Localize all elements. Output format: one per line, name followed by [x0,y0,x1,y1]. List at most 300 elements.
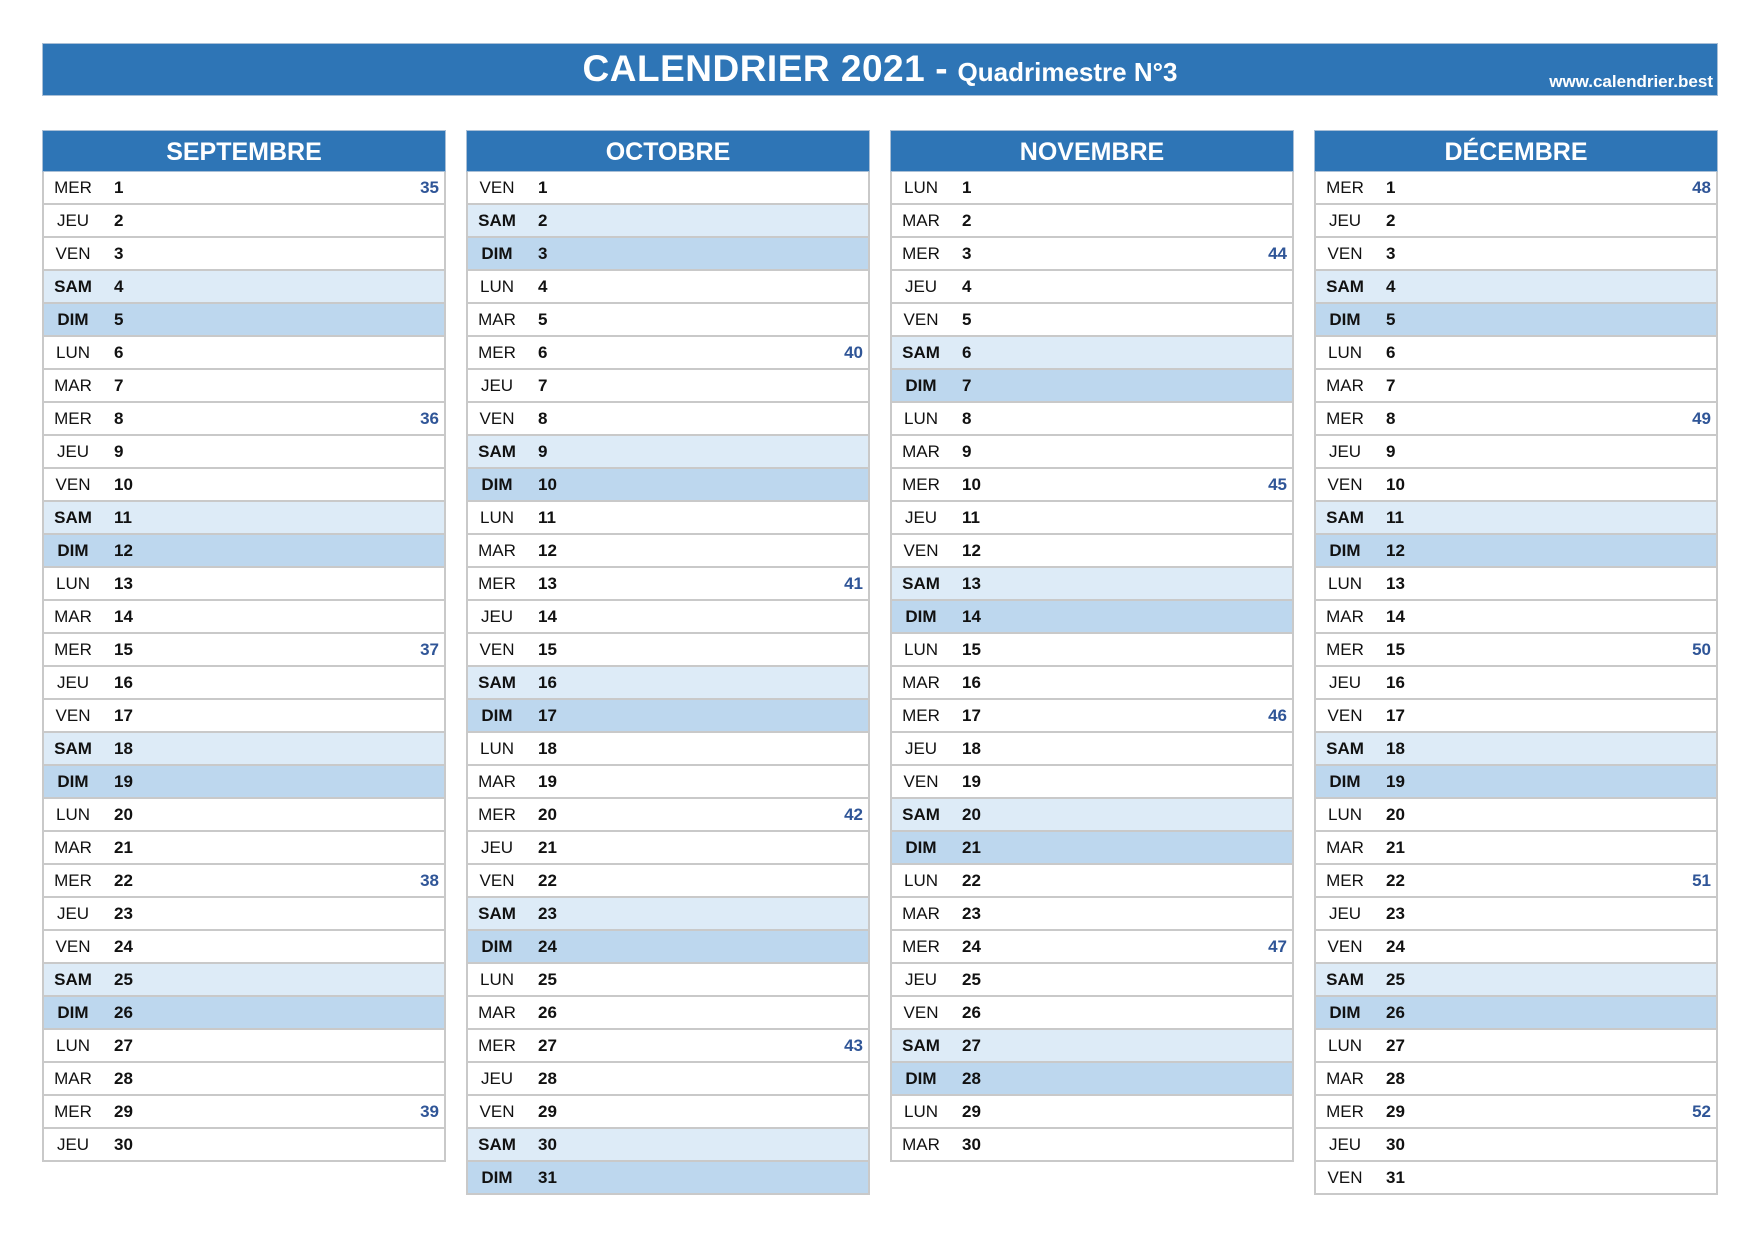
day-row [44,205,444,238]
weekday-label: MER [1326,178,1364,197]
day-row [892,271,1292,304]
day-row [44,436,444,469]
day-number: 26 [962,1003,981,1022]
month-column-december [1314,130,1718,1195]
weekday-label: MER [54,640,92,659]
day-row [468,832,868,865]
weekday-label: VEN [1327,706,1363,725]
day-number: 1 [114,178,124,197]
day-row [1316,535,1716,568]
day-number: 11 [538,508,556,527]
day-row [44,370,444,403]
month-header: DÉCEMBRE [1314,130,1718,172]
day-number: 1 [1386,178,1396,197]
weekday-label: MER [54,1102,92,1121]
weekday-label: SAM [478,673,516,692]
day-row [468,1162,868,1195]
week-number: 47 [1268,937,1287,956]
weekday-label: DIM [481,244,513,263]
day-number: 6 [114,343,124,362]
weekday-label: DIM [481,475,513,494]
day-row [892,733,1292,766]
day-number: 26 [1386,1003,1405,1022]
day-number: 11 [962,508,980,527]
weekday-label: LUN [55,574,90,593]
day-number: 16 [962,673,981,692]
day-row [1316,733,1716,766]
day-row [44,766,444,799]
day-row [1316,238,1716,271]
weekday-label: MER [902,937,940,956]
day-row [44,1096,444,1129]
day-number: 3 [1386,244,1396,263]
day-row [1316,436,1716,469]
day-number: 5 [114,310,124,329]
day-number: 31 [1386,1168,1405,1187]
day-number: 15 [962,640,981,659]
weekday-label: SAM [54,739,92,758]
day-row [468,700,868,733]
day-number: 12 [962,541,981,560]
day-row [1316,634,1716,667]
day-number: 28 [114,1069,133,1088]
week-number: 48 [1692,178,1711,197]
weekday-label: MER [478,343,516,362]
day-row [468,766,868,799]
day-row [44,799,444,832]
weekday-label: MER [54,178,92,197]
day-number: 9 [114,442,124,461]
weekday-label: MAR [478,541,516,560]
weekday-label: MER [902,706,940,725]
week-number: 51 [1692,871,1711,890]
weekday-label: DIM [57,1003,89,1022]
day-row [892,667,1292,700]
weekday-label: LUN [903,1102,938,1121]
day-number: 30 [962,1135,981,1154]
day-number: 28 [538,1069,557,1088]
day-row [468,964,868,997]
day-number: 5 [538,310,548,329]
week-number: 52 [1692,1102,1711,1121]
weekday-label: MAR [54,1069,92,1088]
weekday-label: JEU [1328,904,1362,923]
weekday-label: DIM [57,310,89,329]
weekday-label: LUN [1327,574,1362,593]
day-row [44,964,444,997]
day-number: 29 [1386,1102,1405,1121]
weekday-label: DIM [1329,310,1361,329]
day-number: 11 [1386,508,1404,527]
day-row [1316,205,1716,238]
day-row [1316,799,1716,832]
day-number: 29 [538,1102,557,1121]
weekday-label: MAR [1326,1069,1364,1088]
weekday-label: LUN [479,508,514,527]
day-number: 9 [538,442,548,461]
title-main: CALENDRIER 2021 [582,48,926,89]
day-number: 19 [1386,772,1405,791]
day-row [468,502,868,535]
week-number: 42 [844,805,863,824]
weekday-label: SAM [1326,970,1364,989]
weekday-label: MER [54,871,92,890]
week-number: 44 [1268,244,1287,263]
day-row [1316,865,1716,898]
day-number: 2 [114,211,124,230]
day-number: 27 [962,1036,981,1055]
day-row [468,337,868,370]
title-separator: - [935,48,948,89]
weekday-label: MAR [1326,607,1364,626]
weekday-label: SAM [1326,739,1364,758]
day-row [1316,700,1716,733]
day-number: 20 [1386,805,1405,824]
weekday-label: MAR [54,838,92,857]
day-row [468,469,868,502]
weekday-label: DIM [1329,772,1361,791]
weekday-label: JEU [56,442,90,461]
weekday-label: LUN [55,1036,90,1055]
day-number: 8 [538,409,548,428]
weekday-label: VEN [55,244,91,263]
day-row [1316,1096,1716,1129]
weekday-label: MAR [902,1135,940,1154]
day-row [892,700,1292,733]
weekday-label: VEN [479,640,515,659]
day-number: 24 [114,937,133,956]
weekday-label: MER [1326,640,1364,659]
day-number: 12 [1386,541,1405,560]
day-row [468,1030,868,1063]
day-row [468,667,868,700]
day-number: 9 [962,442,972,461]
day-number: 12 [114,541,133,560]
day-number: 10 [538,475,557,494]
weekday-label: MAR [902,442,940,461]
weekday-label: LUN [479,277,514,296]
weekday-label: MER [902,244,940,263]
weekday-label: JEU [904,739,938,758]
day-row [1316,1129,1716,1162]
weekday-label: MAR [902,211,940,230]
weekday-label: VEN [1327,475,1363,494]
day-number: 2 [962,211,972,230]
day-row [1316,337,1716,370]
day-number: 5 [962,310,972,329]
day-row [1316,667,1716,700]
day-row [892,337,1292,370]
weekday-label: JEU [480,376,514,395]
weekday-label: DIM [481,1168,513,1187]
day-number: 21 [962,838,981,857]
weekday-label: LUN [903,178,938,197]
day-number: 28 [1386,1069,1405,1088]
weekday-label: LUN [1327,805,1362,824]
day-row [44,172,444,205]
week-number: 45 [1268,475,1287,494]
weekday-label: VEN [479,871,515,890]
day-number: 23 [114,904,133,923]
day-number: 18 [538,739,557,758]
weekday-label: MER [902,475,940,494]
day-number: 23 [538,904,557,923]
day-number: 29 [962,1102,981,1121]
weekday-label: LUN [903,409,938,428]
day-row [468,1063,868,1096]
day-number: 25 [1386,970,1405,989]
day-row [892,601,1292,634]
weekday-label: JEU [56,904,90,923]
day-number: 14 [114,607,133,626]
day-row [892,469,1292,502]
day-row [1316,997,1716,1030]
day-row [892,1129,1292,1162]
weekday-label: JEU [480,1069,514,1088]
day-number: 21 [538,838,557,857]
day-row [44,733,444,766]
day-number: 9 [1386,442,1396,461]
weekday-label: DIM [57,541,89,560]
weekday-label: SAM [1326,508,1364,527]
day-number: 4 [114,277,124,296]
weekday-label: VEN [479,1102,515,1121]
weekday-label: LUN [1327,1036,1362,1055]
day-row [892,172,1292,205]
weekday-label: MAR [902,673,940,692]
weekday-label: VEN [55,937,91,956]
day-row [468,403,868,436]
day-number: 22 [538,871,557,890]
day-row [44,304,444,337]
weekday-label: JEU [904,277,938,296]
day-number: 15 [114,640,133,659]
weekday-label: JEU [904,970,938,989]
day-number: 11 [114,508,132,527]
day-row [468,436,868,469]
weekday-label: MAR [478,310,516,329]
weekday-label: VEN [479,178,515,197]
day-number: 15 [1386,640,1405,659]
weekday-label: VEN [1327,937,1363,956]
weekday-label: MAR [54,607,92,626]
weekday-label: JEU [1328,442,1362,461]
day-number: 27 [1386,1036,1405,1055]
day-row [892,535,1292,568]
day-number: 22 [1386,871,1405,890]
day-number: 6 [962,343,972,362]
day-row [44,1063,444,1096]
day-number: 7 [114,376,124,395]
day-number: 31 [538,1168,557,1187]
day-row [1316,1162,1716,1195]
weekday-label: MAR [902,904,940,923]
day-row [892,964,1292,997]
day-row [892,832,1292,865]
day-row [1316,1063,1716,1096]
week-number: 46 [1268,706,1287,725]
day-number: 3 [962,244,972,263]
day-number: 25 [538,970,557,989]
day-row [892,370,1292,403]
day-number: 25 [962,970,981,989]
day-row [44,601,444,634]
weekday-label: DIM [481,706,513,725]
day-row [44,535,444,568]
day-row [44,238,444,271]
day-number: 14 [538,607,557,626]
day-number: 22 [962,871,981,890]
weekday-label: SAM [54,277,92,296]
month-header: OCTOBRE [466,130,870,172]
day-number: 26 [538,1003,557,1022]
month-column-october [466,130,870,1195]
weekday-label: JEU [1328,1135,1362,1154]
day-row [1316,832,1716,865]
day-number: 7 [962,376,972,395]
weekday-label: VEN [903,310,939,329]
week-number: 40 [844,343,863,362]
day-row [44,898,444,931]
week-number: 49 [1692,409,1711,428]
day-row [892,997,1292,1030]
day-row [44,634,444,667]
weekday-label: SAM [478,211,516,230]
weekday-label: SAM [902,1036,940,1055]
day-number: 26 [114,1003,133,1022]
day-row [44,931,444,964]
day-number: 6 [538,343,548,362]
day-row [892,1096,1292,1129]
day-number: 8 [1386,409,1396,428]
day-number: 8 [114,409,124,428]
weekday-label: LUN [903,871,938,890]
day-row [468,304,868,337]
weekday-label: SAM [478,442,516,461]
day-number: 20 [538,805,557,824]
day-number: 1 [962,178,972,197]
month-header: SEPTEMBRE [42,130,446,172]
weekday-label: VEN [903,1003,939,1022]
day-row [892,799,1292,832]
day-row [468,931,868,964]
day-number: 28 [962,1069,981,1088]
weekday-label: DIM [1329,1003,1361,1022]
day-number: 20 [962,805,981,824]
day-number: 4 [962,277,972,296]
day-row [892,898,1292,931]
day-row [1316,469,1716,502]
day-row [44,568,444,601]
day-number: 13 [1386,574,1405,593]
weekday-label: VEN [903,772,939,791]
day-row [892,205,1292,238]
week-number: 35 [420,178,439,197]
weekday-label: VEN [1327,244,1363,263]
weekday-label: DIM [905,607,937,626]
day-row [1316,403,1716,436]
day-row [468,1096,868,1129]
day-row [1316,601,1716,634]
day-number: 10 [1386,475,1405,494]
weekday-label: JEU [480,838,514,857]
day-list [890,172,1294,1162]
day-number: 7 [1386,376,1396,395]
day-number: 8 [962,409,972,428]
day-row [1316,370,1716,403]
day-number: 10 [962,475,981,494]
weekday-label: DIM [905,1069,937,1088]
weekday-label: SAM [478,904,516,923]
day-list [42,172,446,1162]
day-row [892,865,1292,898]
day-number: 1 [538,178,548,197]
day-row [468,535,868,568]
weekday-label: JEU [56,211,90,230]
day-number: 2 [538,211,548,230]
day-number: 7 [538,376,548,395]
day-row [468,172,868,205]
weekday-label: SAM [902,805,940,824]
day-row [468,733,868,766]
weekday-label: DIM [905,838,937,857]
day-row [44,469,444,502]
weekday-label: JEU [480,607,514,626]
day-row [468,634,868,667]
day-number: 24 [1386,937,1405,956]
day-row [44,502,444,535]
weekday-label: VEN [903,541,939,560]
weekday-label: MER [1326,871,1364,890]
day-row [44,700,444,733]
day-number: 6 [1386,343,1396,362]
weekday-label: LUN [479,739,514,758]
day-number: 12 [538,541,557,560]
day-number: 24 [538,937,557,956]
weekday-label: LUN [1327,343,1362,362]
day-row [44,667,444,700]
day-row [892,238,1292,271]
day-row [468,370,868,403]
page-title [43,48,1717,90]
calendar-header [42,43,1718,96]
day-number: 16 [1386,673,1405,692]
weekday-label: LUN [479,970,514,989]
day-number: 20 [114,805,133,824]
day-number: 17 [538,706,557,725]
day-number: 2 [1386,211,1396,230]
weekday-label: VEN [55,706,91,725]
day-number: 22 [114,871,133,890]
day-number: 16 [114,673,133,692]
day-row [892,766,1292,799]
week-number: 50 [1692,640,1711,659]
day-number: 4 [1386,277,1396,296]
day-row [892,931,1292,964]
weekday-label: JEU [56,1135,90,1154]
day-number: 30 [538,1135,557,1154]
day-row [1316,1030,1716,1063]
day-row [892,634,1292,667]
weekday-label: SAM [54,508,92,527]
weekday-label: SAM [1326,277,1364,296]
day-row [1316,502,1716,535]
day-number: 29 [114,1102,133,1121]
day-row [892,502,1292,535]
weekday-label: MAR [1326,838,1364,857]
site-url: www.calendrier.best [1549,72,1713,91]
weekday-label: VEN [55,475,91,494]
